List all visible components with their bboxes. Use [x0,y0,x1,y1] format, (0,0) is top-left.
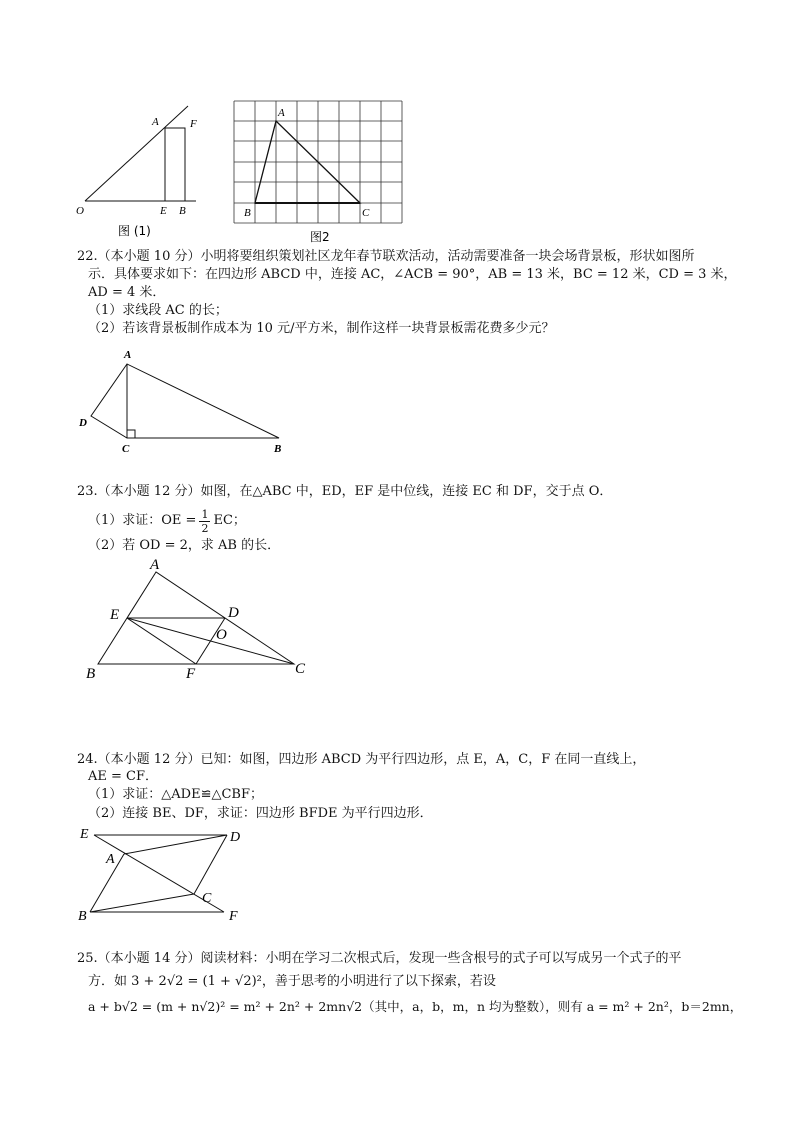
figure-1 [70,98,210,243]
q24-line2: AE = CF． [88,769,159,784]
q22-part2: （2）若该背景板制作成本为 10 元/平方米，制作这样一块背景板需花费多少元？ [88,321,555,336]
q24-label-b: B [78,909,87,924]
fig1-label-a: A [152,116,159,128]
q24-segment-ad [124,835,227,854]
q23-label-d: D [228,605,239,621]
q24-label-d: D [230,830,241,845]
fig1-label-o: O [76,205,84,217]
q23-label-a: A [150,557,160,573]
q23-part2: （2）若 OD = 2，求 AB 的长． [88,538,281,553]
q23-part1-suffix: EC； [213,513,246,528]
fig1-label-b: B [179,205,186,217]
q22-right-angle-mark [127,430,135,438]
q23-label-c: C [295,661,306,677]
q22-figure [74,346,294,458]
q24-header: 24.（本小题 12 分）已知：如图，四边形 ABCD 为平行四边形，点 E，A，C，F 在同一直线上， [77,752,646,767]
q25-line2: 方．如 3 + 2√2 = (1 + √2)²，善于思考的小明进行了以下探索，若设 [88,974,496,989]
q24-segment-bc [90,894,194,912]
fig1-label-e: E [160,205,167,217]
q24-part2: （2）连接 BE、DF，求证：四边形 BFDE 为平行四边形． [88,806,433,821]
fig1-ray-oa [85,106,188,201]
q24-label-c: C [202,891,212,906]
fig2-label-b: B [244,207,251,219]
q24-figure [74,824,254,924]
q23-midline-ef [127,618,196,664]
q23-part1 [88,506,246,536]
q24-label-a: A [106,852,115,867]
fig2-label-c: C [362,207,370,219]
fig1-rectangle [165,128,185,201]
fig1-caption: 图 (1) [118,224,151,238]
q25-header: 25.（本小题 14 分）阅读材料：小明在学习二次根式后，发现一些含根号的式子可以写成另一个式子的平 [77,951,682,966]
q22-part1: （1）求线段 AC 的长； [88,303,228,318]
q23-label-b: B [86,666,96,682]
q23-fraction [199,508,210,535]
q22-label-d: D [79,417,87,429]
fig1-label-f: F [190,118,197,130]
q24-segment-cd [194,835,227,894]
q23-label-f: F [186,666,196,682]
q22-label-c: C [122,443,130,455]
q23-label-o: O [216,627,227,643]
q24-part1: （1）求证：△ADE≌△CBF； [88,787,263,802]
q23-header: 23.（本小题 12 分）如图，在△ABC 中，ED，EF 是中位线，连接 EC 和 DF，交于点 O． [77,484,613,499]
fig2-caption: 图2 [310,230,330,244]
q23-fraction-den: 2 [201,521,209,535]
q22-quadrilateral [91,364,279,438]
q23-label-e: E [110,607,120,623]
q23-part1-prefix: （1）求证：OE = [88,513,197,528]
q23-fraction-num: 1 [201,507,209,521]
q22-label-a: A [124,349,132,361]
q24-label-f: F [229,909,238,924]
q22-label-b: B [274,443,282,455]
q22-line2: 示．具体要求如下：在四边形 ABCD 中，连接 AC，∠ACB = 90°，AB = 13 米，BC = 12 米，CD = 3 米， [88,267,737,282]
fig2-label-a: A [278,107,285,119]
q25-line3: a + b√2 = (m + n√2)² = m² + 2n² + 2mn√2（其中，a，b，m，n 均为整数），则有 a = m² + 2n²，b＝2mn， [88,999,743,1014]
figure-2 [228,96,408,244]
q23-figure [84,553,314,683]
q22-header: 22.（本小题 10 分）小明将要组织策划社区龙年春节联欢活动，活动需要准备一块会场背景板，形状如图所 [77,249,695,264]
q24-label-e: E [80,827,89,842]
q22-line3: AD = 4 米． [88,285,166,300]
